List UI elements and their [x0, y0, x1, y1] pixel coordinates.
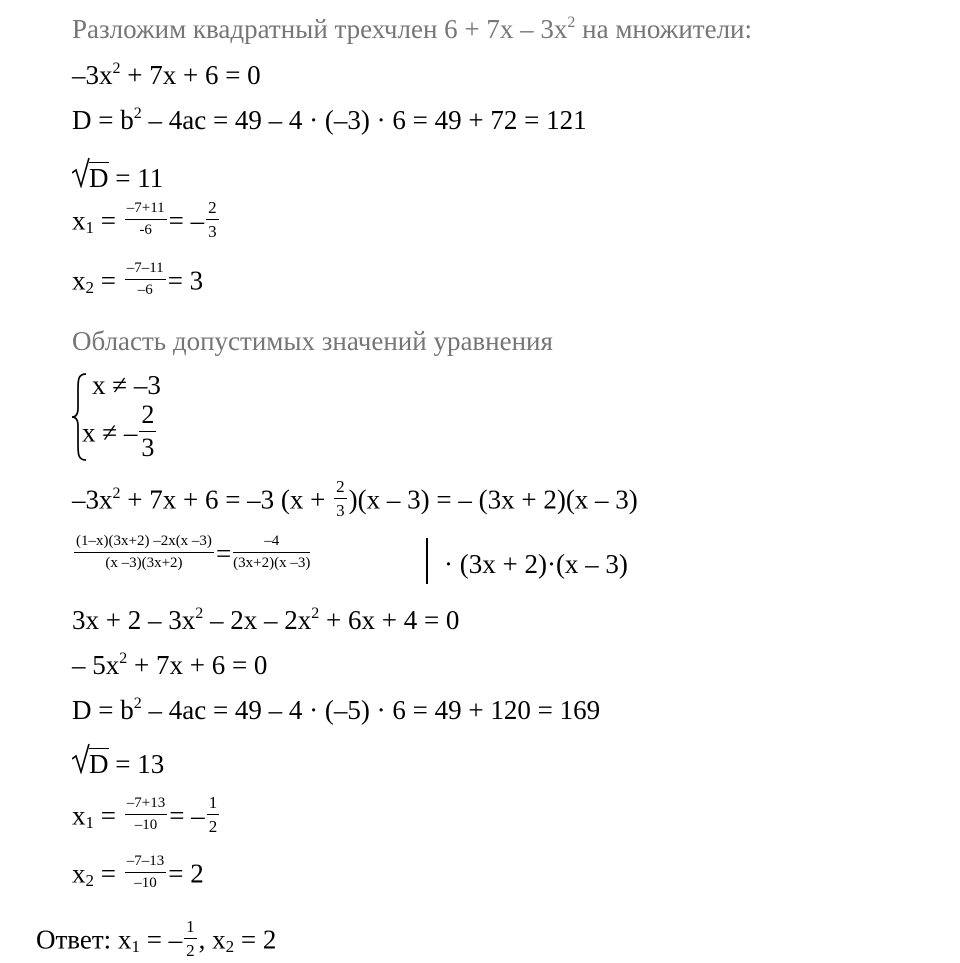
fraction: $\frac{-7-11}{-6}$: [126, 260, 164, 298]
system-line-2: x ≠ – $\frac{2}{3}$: [82, 400, 155, 462]
sqrt-discriminant-2: D = 13: [72, 748, 164, 778]
discriminant-line-2: $D = b^2 - 4ac = 49 - 4 \cdot (-5) \cdot 6 = 49 + 120 = 169$: [72, 695, 601, 725]
root-line-x2-first: $x_2$ = $\frac{-7-11}{-6}$ = 3: [72, 260, 204, 298]
sqrt-discriminant-1: D = 11: [72, 162, 163, 192]
fraction: $\frac{1}{2}$: [186, 917, 195, 960]
answer-line: Ответ: $x_1$ = – $\frac{1}{2}$ , $x_2 = 2$: [36, 917, 277, 960]
discriminant-line-1: $D = b^2 - 4ac = 49 - 4 \cdot (-3) \cdot 6 = 49 + 72 = 121$: [72, 105, 587, 135]
multiply-separator-bar: [426, 538, 428, 584]
system-line-1: x ≠ –3: [92, 370, 161, 400]
fraction: $\frac{-4}{(3x+2)(x -3)}$: [233, 533, 311, 571]
heading-factorize: Разложим квадратный трехчлен $6 + 7x - 3x^2$ на множители:: [72, 14, 752, 44]
fraction: $\frac{2}{3}$: [141, 400, 155, 462]
expanded-equation: $3x + 2 - 3x^2 - 2x - 2x^2 + 6x + 4 = 0$: [72, 605, 460, 635]
fraction: $\frac{2}{3}$: [336, 477, 345, 520]
radical-sign-icon: [72, 157, 90, 188]
root-line-x2-second: $x_2$ = $\frac{-7-13}{-10}$ = 2: [72, 853, 204, 891]
fraction: $\frac{(1-x)(3x+2) -2x(x -3)}{(x -3)(3x+2)}$: [76, 533, 212, 571]
root-line-x1-second: $x_1$ = $\frac{-7+13}{-10}$ = – $\frac{1}{2}$: [72, 793, 218, 836]
quadratic-equation-2: – $5x^2 + 7x + 6 = 0$: [72, 650, 268, 680]
fraction: $\frac{-7+13}{-10}$: [126, 795, 166, 833]
quadratic-equation-1: $-3x^2 + 7x + 6 = 0$: [72, 60, 261, 90]
rational-equation: $\frac{(1-x)(3x+2) -2x(x -3)}{(x -3)(3x+2)}$ = $\frac{-4}{(3x+2)(x -3)}$: [76, 533, 311, 571]
factorization-line: $-3x^2 + 7x + 6 = -3$ (x + $\frac{2}{3}$ )(x – 3) = – (3x + 2)(x – 3): [72, 477, 638, 520]
fraction: $\frac{1}{2}$: [208, 793, 218, 836]
fraction: $\frac{2}{3}$: [208, 198, 217, 241]
fraction: $\frac{-7-13}{-10}$: [126, 853, 165, 891]
heading-domain: Область допустимых значений уравнения: [72, 326, 553, 356]
radical-sign-icon: [72, 743, 90, 774]
multiply-both-sides: · (3x + 2)·(x – 3): [444, 549, 628, 579]
fraction: $\frac{-7+11}{-6}$: [126, 200, 165, 238]
root-line-x1-first: $x_1$ = $\frac{-7+11}{-6}$ = – $\frac{2}{3}$: [72, 198, 217, 241]
